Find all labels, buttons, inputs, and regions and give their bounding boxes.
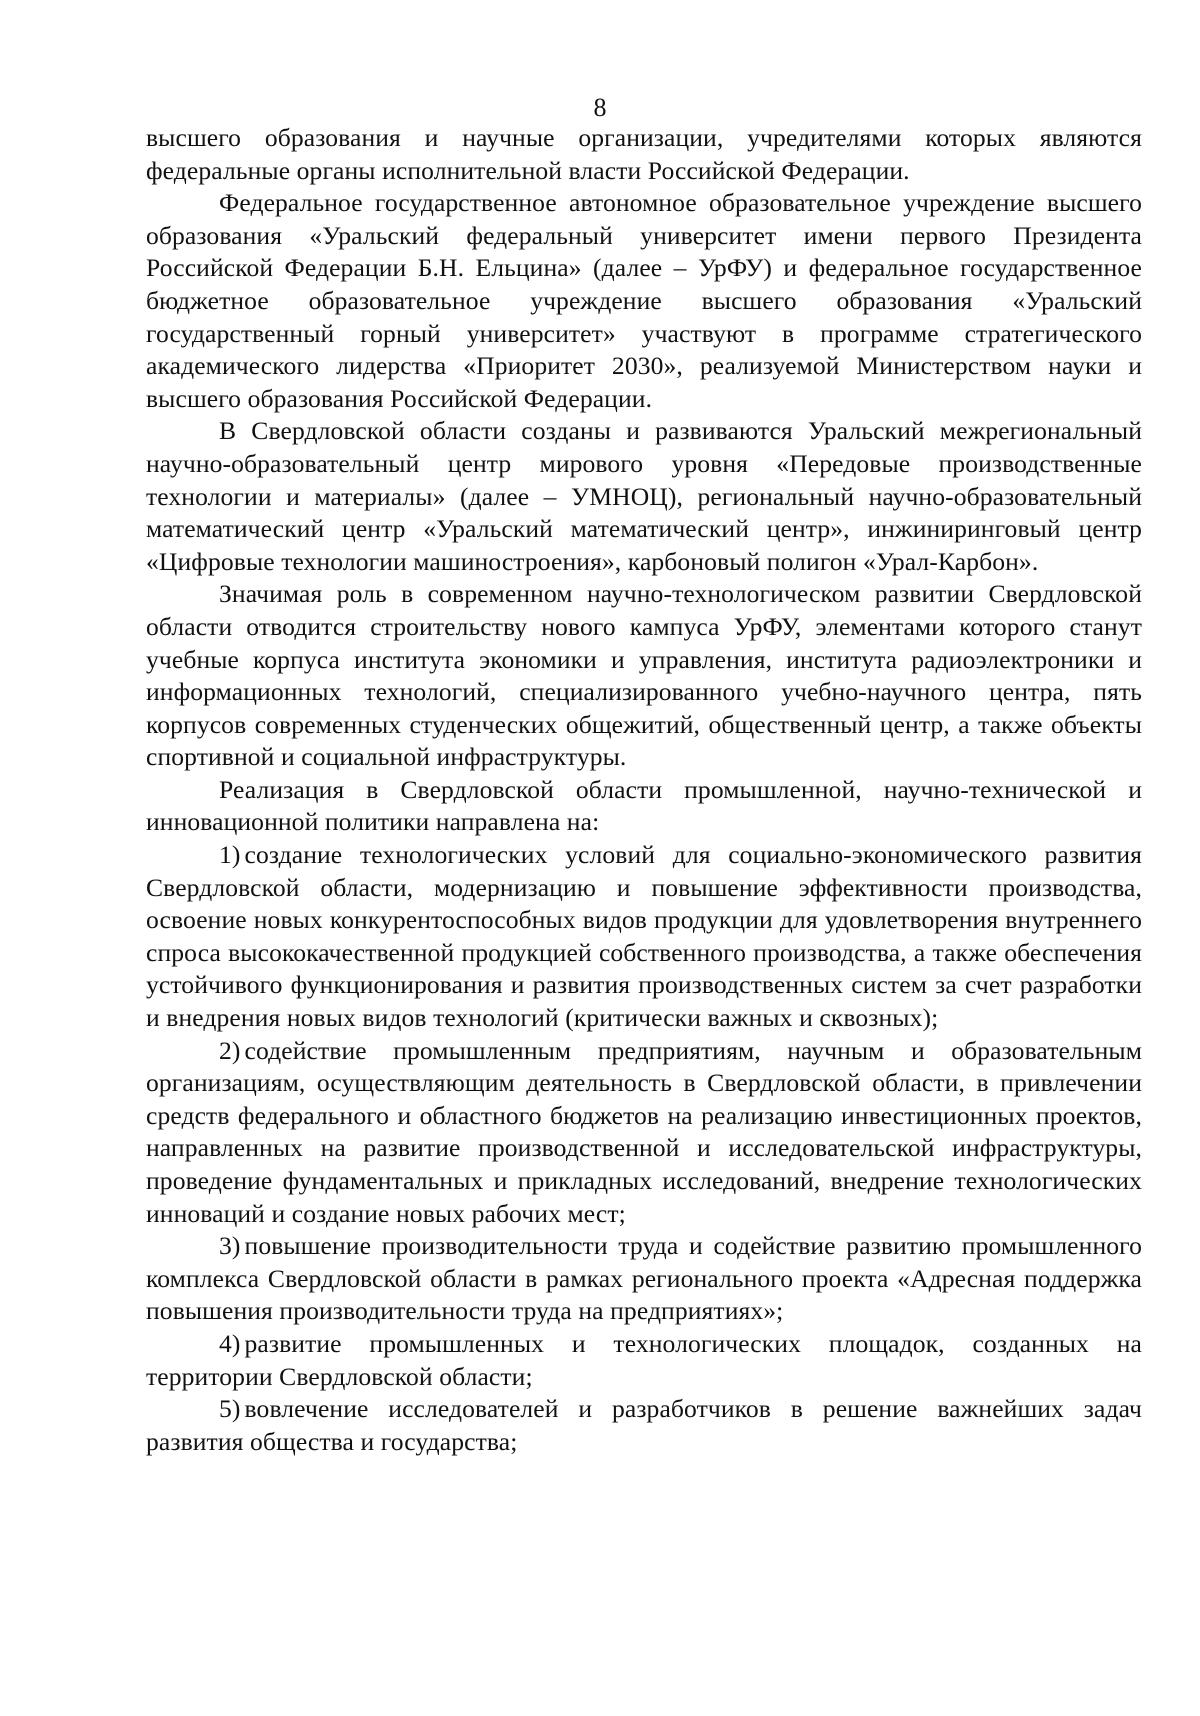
list-item <box>146 1328 1142 1393</box>
paragraph-policy-intro: Реализация в Свердловской области промышленной, научно-технической и инновационной политики направлена на: <box>146 774 1142 837</box>
list-item-number: 3) <box>219 1231 241 1261</box>
page-number: 8 <box>593 93 607 122</box>
list-item <box>146 839 1142 1035</box>
paragraph-urfu: Федеральное государственное автономное образовательное учреждение высшего образования «Уральский федеральный университет имени первого Президента Российской Федерации Б.Н. Ельцина» (далее – УрФУ) и федеральное государственное бюджетное образовательное учреждение высшего образования «Уральский государственный горный университет» участвуют в программе стратегического академического лидерства «Приоритет 2030», реализуемой Министерством науки и высшего образования Российской Федерации. <box>146 188 1142 413</box>
document-body <box>146 122 1142 1458</box>
list-item <box>146 1035 1142 1231</box>
list-item-number: 1) <box>219 840 241 870</box>
paragraph-campus: Значимая роль в современном научно-технологическом развитии Свердловской области отводится строительству нового кампуса УрФУ, элементами которого станут учебные корпуса института экономики и управления, института радиоэлектроники и информационных технологий, специализированного учебно-научного центра, пять корпусов современных студенческих общежитий, общественный центр, а также объекты спортивной и социальной инфраструктуры. <box>146 579 1142 772</box>
list-item-number: 4) <box>219 1328 241 1358</box>
paragraph-centers: В Свердловской области созданы и развиваются Уральский межрегиональный научно-образовательный центр мирового уровня «Передовые производственные технологии и материалы» (далее – УМНОЦ), региональный научно-образовательный математический центр «Уральский математический центр», инжиниринговый центр «Цифровые технологии машиностроения», карбоновый полигон «Урал-Карбон». <box>146 416 1142 576</box>
list-item-number: 5) <box>219 1394 241 1424</box>
list-item <box>146 1393 1142 1458</box>
list-item <box>146 1230 1142 1328</box>
list-item-text: создание технологических условий для социально-экономического развития Свердловской области, модернизацию и повышение эффективности производства, освоение новых конкурентоспособных видов продукции для удовлетворения внутреннего спроса высококачественной продукцией собственного производства, а также обеспечения устойчивого функционирования и развития производственных систем за счет разработки и внедрения новых видов технологий (критически важных и сквозных); <box>146 840 1142 1033</box>
list-item-text: повышение производительности труда и содействие развитию промышленного комплекса Свердловской области в рамках регионального проекта «Адресная поддержка повышения производительности труда на предприятиях»; <box>146 1231 1142 1326</box>
list-item-number: 2) <box>219 1035 241 1065</box>
paragraph-continuation: высшего образования и научные организации, учредителями которых являются федеральные органы исполнительной власти Российской Федерации. <box>146 123 1142 185</box>
list-item-text: содействие промышленным предприятиям, научным и образовательным организациям, осуществляющим деятельность в Свердловской области, в привлечении средств федерального и областного бюджетов на реализацию инвестиционных проектов, направленных на развитие производственной и исследовательской инфраструктуры, проведение фундаментальных и прикладных исследований, внедрение технологических инноваций и создание новых рабочих мест; <box>146 1035 1142 1228</box>
list-item-text: вовлечение исследователей и разработчиков в решение важнейших задач развития общества и государства; <box>146 1394 1142 1456</box>
list-item-text: развитие промышленных и технологических площадок, созданных на территории Свердловской области; <box>146 1328 1142 1391</box>
